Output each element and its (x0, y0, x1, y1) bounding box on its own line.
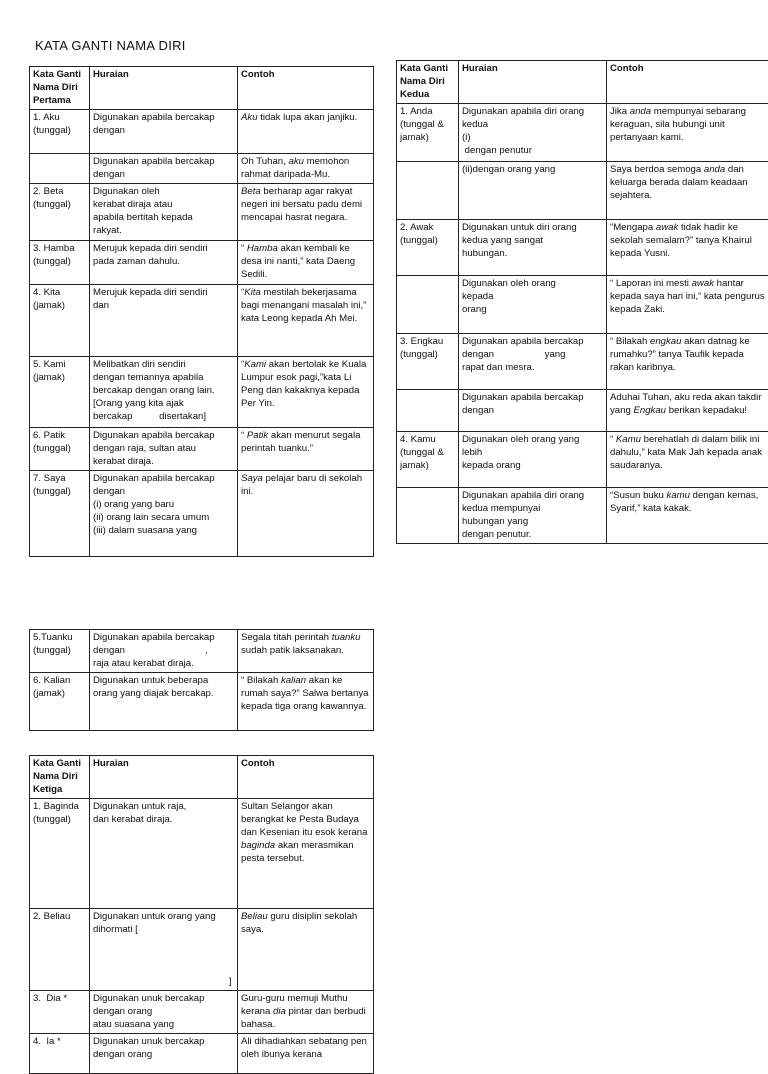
table-row (30, 991, 374, 1034)
example-text: akan kembali ke desa ini nanti,” kata Daeng Sedili. (241, 243, 358, 280)
header-kata-ganti: Kata Ganti Nama Diri Pertama (33, 68, 86, 107)
pronoun-cell: 5.Tuanku (tunggal) (33, 631, 86, 657)
example-pronoun: kalian (281, 675, 306, 686)
example-pronoun: dia (273, 1006, 286, 1017)
contoh-cell (610, 391, 765, 417)
contoh-cell (241, 429, 370, 455)
huraian-cell: (ii)dengan orang yang (462, 163, 603, 176)
example-text: “ Bilakah (241, 675, 281, 686)
contoh-cell (610, 433, 765, 472)
header-huraian: Huraian (93, 757, 234, 770)
example-pronoun: Kita (244, 287, 261, 298)
contoh-cell (241, 800, 370, 865)
example-text: tidak lupa akan janjiku. (258, 112, 358, 123)
pronoun-cell: 4. Ia * (33, 1035, 86, 1048)
pronoun-cell: 6. Kalian (jamak) (33, 674, 86, 700)
example-text: “ Laporan ini mesti (610, 278, 692, 289)
huraian-cell: Digunakan apabila bercakap dengan , raja atau kerabat diraja. (93, 631, 234, 670)
example-pronoun: awak (656, 222, 678, 233)
contoh-cell (241, 358, 370, 410)
table-third-person (29, 755, 374, 1074)
example-text: Jika (610, 106, 630, 117)
contoh-cell (241, 111, 370, 124)
contoh-cell (241, 185, 370, 224)
example-text: Saya berdoa semoga (610, 164, 704, 175)
header-contoh: Contoh (241, 68, 370, 81)
huraian-cell: Digunakan untuk diri orang kedua yang sangat hubungan. (462, 221, 603, 260)
example-text: “ (241, 430, 247, 441)
example-pronoun: aku (288, 156, 303, 167)
huraian-cell: Merujuk kepada diri sendiri dan (93, 286, 234, 312)
huraian-cell: Digunakan apabila bercakap dengan (i) orang yang baru (ii) orang lain secara umum (iii) dalam suasana yang (93, 472, 234, 537)
example-text: Guru-guru memuji Muthu kerana (241, 993, 350, 1017)
huraian-cell: Digunakan apabila bercakap dengan raja, sultan atau kerabat diraja. (93, 429, 234, 468)
pronoun-cell: 6. Patik (tunggal) (33, 429, 86, 455)
example-text: akan ke rumah saya?” Salwa bertanya kepada tiga orang kawannya. (241, 675, 371, 712)
huraian-cell: Digunakan untuk beberapa orang yang diajak bercakap. (93, 674, 234, 700)
example-pronoun: Patik (247, 430, 268, 441)
huraian-cell: Digunakan unuk bercakap dengan orang atau suasana yang (93, 992, 234, 1031)
example-text: Sultan Selangor akan berangkat ke Pesta Budaya dan Kesenian itu esok kerana (241, 801, 370, 838)
table-row (397, 488, 768, 544)
pronoun-cell: 1. Anda (tunggal & jamak) (400, 105, 455, 144)
pronoun-cell: 5. Kami (jamak) (33, 358, 86, 384)
page-title: KATA GANTI NAMA DIRI (35, 38, 186, 53)
table-row (397, 390, 768, 432)
contoh-cell (241, 472, 370, 498)
contoh-cell (241, 242, 370, 281)
header-contoh: Contoh (610, 62, 765, 75)
table-row (30, 110, 374, 154)
pronoun-cell: 1. Baginda (tunggal) (33, 800, 86, 826)
header-huraian: Huraian (93, 68, 234, 81)
table-row (30, 673, 374, 731)
contoh-cell (241, 992, 370, 1031)
example-text: “ (241, 359, 244, 370)
example-text: “ (241, 287, 244, 298)
table-row (30, 184, 374, 241)
contoh-cell (241, 910, 370, 936)
huraian-cell: Digunakan apabila diri orang kedua mempunyai hubungan yang dengan penutur. (462, 489, 603, 541)
contoh-cell (241, 155, 370, 181)
contoh-cell (610, 277, 765, 316)
table-first-person (29, 66, 374, 557)
example-text: berikan kepadaku! (666, 405, 747, 416)
example-pronoun: Beliau (241, 911, 268, 922)
contoh-cell (241, 286, 370, 325)
header-kata-ganti: Kata Ganti Nama Diri Kedua (400, 62, 455, 101)
table-row (397, 432, 768, 488)
table-row (30, 357, 374, 428)
example-pronoun: Kamu (616, 434, 641, 445)
huraian-cell: Digunakan unuk bercakap dengan orang (93, 1035, 234, 1061)
example-text: akan menurut segala perintah tuanku.” (241, 430, 363, 454)
huraian-cell: Digunakan apabila bercakap dengan (93, 111, 234, 137)
example-text: guru disiplin sekolah saya. (241, 911, 360, 935)
example-text: Aduhai Tuhan, aku reda akan takdir yang (610, 392, 764, 416)
huraian-cell: Digunakan oleh kerabat diraja atau apabila bertitah kepada rakyat. (93, 185, 234, 237)
table-row (30, 799, 374, 909)
example-text: Segala titah perintah (241, 632, 332, 643)
example-pronoun: anda (704, 164, 725, 175)
example-text: sudah patik laksanakan. (241, 632, 363, 656)
example-text: akan merasmikan pesta tersebut. (241, 840, 356, 864)
table-row (30, 909, 374, 991)
table-header-row (30, 67, 374, 110)
table-header-row (30, 756, 374, 799)
example-text: Ali dihadiahkan sebatang pen oleh ibunya kerana (241, 1036, 370, 1060)
example-text: “Mengapa (610, 222, 656, 233)
example-text: dengan kemas, Syarif,” kata kakak. (610, 490, 761, 514)
contoh-cell (610, 105, 765, 144)
example-text: hantar kepada saya hari ini,” kata pengurus kepada Zaki. (610, 278, 767, 315)
huraian-cell: Digunakan untuk raja, dan kerabat diraja. (93, 800, 234, 826)
example-pronoun: awak (692, 278, 714, 289)
contoh-cell (610, 335, 765, 374)
example-pronoun: anda (630, 106, 651, 117)
contoh-cell (241, 631, 370, 657)
pronoun-cell: 3. Dia * (33, 992, 86, 1005)
table-row (397, 162, 768, 220)
table-header-row (397, 61, 768, 104)
example-text: “ (610, 434, 616, 445)
example-text: “Susun buku (610, 490, 667, 501)
example-text: mestilah bekerjasama bagi menangani masalah ini,” kata Leong kepada Ah Mei. (241, 287, 369, 324)
contoh-cell (610, 163, 765, 202)
example-pronoun: tuanku (332, 632, 361, 643)
contoh-cell (241, 1035, 370, 1061)
contoh-cell (610, 221, 765, 260)
example-pronoun: kamu (667, 490, 690, 501)
table-row (30, 630, 374, 673)
example-text: “ (241, 243, 247, 254)
example-text: akan bertolak ke Kuala Lumpur esok pagi,”kata Li Peng dan kakaknya kepada Per Yin. (241, 359, 369, 409)
huraian-cell: Digunakan apabila bercakap dengan (462, 391, 603, 417)
table-row (30, 471, 374, 557)
example-text: pintar dan berbudi bahasa. (241, 1006, 369, 1030)
table-second-person (396, 60, 768, 544)
example-pronoun: Engkau (633, 405, 666, 416)
pronoun-cell: 3. Engkau (tunggal) (400, 335, 455, 361)
example-pronoun: Beta (241, 186, 261, 197)
huraian-cell: Digunakan oleh orang kepada orang (462, 277, 603, 316)
example-pronoun: Saya (241, 473, 263, 484)
example-text: berehatlah di dalam bilik ini dahulu,” kata Mak Jah kepada anak saudaranya. (610, 434, 765, 471)
table-row (397, 220, 768, 276)
table-row (30, 154, 374, 184)
example-pronoun: Kami (244, 359, 266, 370)
table-row (30, 428, 374, 471)
table-row (397, 104, 768, 162)
huraian-cell: Digunakan oleh orang yang lebih kepada orang (462, 433, 603, 472)
pronoun-cell: 2. Beliau (33, 910, 86, 923)
huraian-cell: Digunakan apabila bercakap dengan (93, 155, 234, 181)
header-kata-ganti: Kata Ganti Nama Diri Ketiga (33, 757, 86, 796)
pronoun-cell: 7. Saya (tunggal) (33, 472, 86, 498)
pronoun-cell: 1. Aku (tunggal) (33, 111, 86, 137)
table-row (397, 276, 768, 334)
table-row (30, 285, 374, 357)
example-text: dan keluarga berada dalam keadaan sejahtera. (610, 164, 750, 201)
example-pronoun: Aku (241, 112, 258, 123)
header-contoh: Contoh (241, 757, 370, 770)
huraian-cell: Digunakan apabila bercakap dengan yang rapat dan mesra. (462, 335, 603, 374)
huraian-cell: Merujuk kepada diri sendiri pada zaman dahulu. (93, 242, 234, 268)
pronoun-cell: 3. Hamba (tunggal) (33, 242, 86, 268)
huraian-cell: Digunakan apabila diri orang kedua (i) dengan penutur (462, 105, 603, 157)
example-text: memohon rahmat daripada-Mu. (241, 156, 352, 180)
table-row (30, 241, 374, 285)
table-row (397, 334, 768, 390)
example-pronoun: Hamba (247, 243, 278, 254)
pronoun-cell: 4. Kamu (tunggal & jamak) (400, 433, 455, 472)
example-pronoun: engkau (650, 336, 681, 347)
huraian-cell: Digunakan untuk orang yang dihormati [ ] (93, 910, 234, 988)
table-second-person-continued (29, 629, 374, 731)
pronoun-cell: 2. Beta (tunggal) (33, 185, 86, 211)
example-text: berharap agar rakyat negeri ini bersatu padu demi mencapai hasrat negara. (241, 186, 365, 223)
example-text: pelajar baru di sekolah ini. (241, 473, 365, 497)
example-text: akan datnag ke rumahku?” tanya Taufik kepada rakan karibnya. (610, 336, 752, 373)
contoh-cell (610, 489, 765, 515)
huraian-cell: Melibatkan diri sendiri dengan temannya apabila bercakap dengan orang lain. [Orang yang kita ajak bercakap disertakan] (93, 358, 234, 423)
contoh-cell (241, 674, 370, 713)
example-text: mempunyai sebarang keraguan, sila hubungi unit pertanyaan kami. (610, 106, 749, 143)
pronoun-cell: 2. Awak (tunggal) (400, 221, 455, 247)
header-huraian: Huraian (462, 62, 603, 75)
pronoun-cell: 4. Kita (jamak) (33, 286, 86, 312)
example-text: tidak hadir ke sekolah semalam?” tanya Khairul kepada Yusni. (610, 222, 755, 259)
table-row (30, 1034, 374, 1074)
example-text: Oh Tuhan, (241, 156, 288, 167)
example-text: “ Bilakah (610, 336, 650, 347)
example-pronoun: baginda (241, 840, 275, 851)
